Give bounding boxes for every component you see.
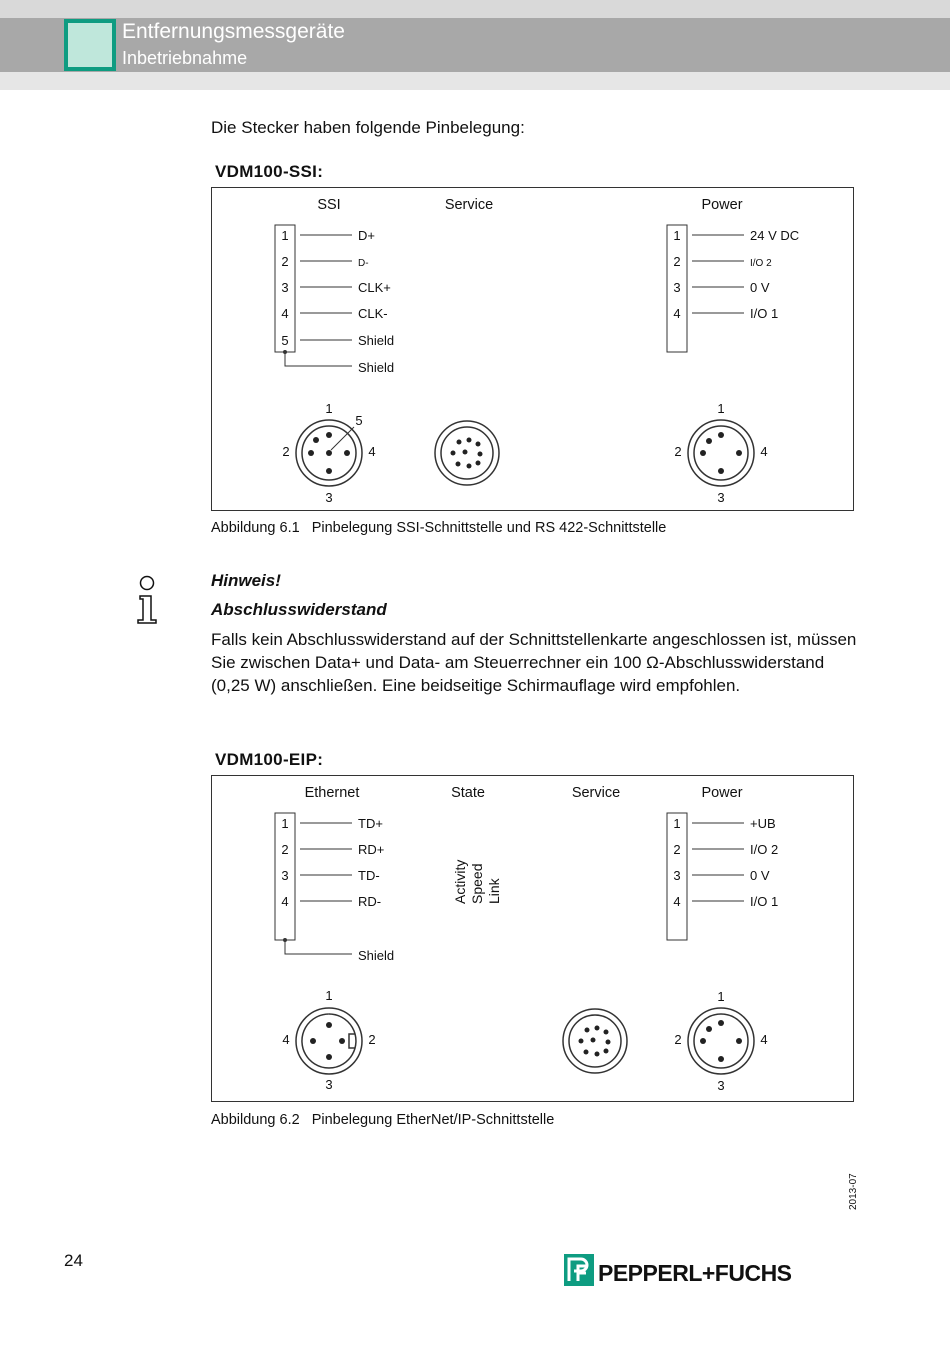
power-pin-signal: +UB xyxy=(750,816,776,831)
ssi-pin-row-5 xyxy=(281,333,394,348)
power-pin-number: 4 xyxy=(673,306,681,321)
eth-pin-signal: RD- xyxy=(358,894,382,909)
info-icon xyxy=(134,574,162,631)
eip-pinout-diagram xyxy=(211,775,854,1102)
ssi-header-label: SSI xyxy=(317,197,341,213)
eip-power-pin-row-2 xyxy=(673,842,778,857)
service-header-label: Service xyxy=(444,197,494,213)
power-pin-row-1 xyxy=(673,228,799,243)
power-conn-pin-top: 1 xyxy=(717,401,725,416)
brand-name: PEPPERL+FUCHS xyxy=(598,1260,792,1286)
state-led-speed: Speed xyxy=(469,863,485,904)
eth-pin-signal: TD- xyxy=(358,868,380,883)
ssi-section-title: VDM100-SSI: xyxy=(215,162,324,181)
ssi-conn-pin-5: 5 xyxy=(355,413,363,428)
power-pin-row-3 xyxy=(673,280,769,295)
eip-power-pin-row-3 xyxy=(673,868,769,883)
caption-number: Abbildung 6.1 xyxy=(211,520,300,536)
power-pin-signal: 24 V DC xyxy=(750,228,800,243)
ssi-conn-pin-bottom: 3 xyxy=(325,490,333,505)
power-pin-signal: I/O 2 xyxy=(750,258,772,269)
eth-pin-number: 1 xyxy=(281,816,289,831)
ssi-pin-signal: CLK+ xyxy=(358,280,391,295)
power-pin-number: 4 xyxy=(673,894,681,909)
caption-number: Abbildung 6.2 xyxy=(211,1112,300,1128)
eip-section-title: VDM100-EIP: xyxy=(215,750,324,769)
header-bottom-strip xyxy=(0,72,950,90)
pepperl-fuchs-logo-icon xyxy=(564,1254,594,1291)
power-conn-pin-bottom: 3 xyxy=(717,1078,725,1093)
intro-text: Die Stecker haben folgende Pinbelegung: xyxy=(211,118,525,137)
ssi-extra-shield-label: Shield xyxy=(358,360,395,375)
ssi-pin-signal: D+ xyxy=(358,228,375,243)
service-header-label: Service xyxy=(571,785,621,801)
ethernet-connector-icon xyxy=(296,1008,362,1074)
power-pin-row-2 xyxy=(673,254,772,269)
shield-wire xyxy=(285,940,352,954)
power-connector-icon xyxy=(688,420,754,486)
eth-pin-number: 3 xyxy=(281,868,289,883)
eth-pin-row-4 xyxy=(281,894,381,909)
caption-text: Pinbelegung EtherNet/IP-Schnittstelle xyxy=(311,1112,555,1128)
eth-conn-pin-left: 4 xyxy=(282,1032,290,1047)
note-title: Hinweis! xyxy=(211,571,281,590)
eip-power-pin-row-1 xyxy=(673,816,775,831)
power-pin-number: 1 xyxy=(673,228,681,243)
power-pin-signal: 0 V xyxy=(750,868,770,883)
eth-pin-number: 2 xyxy=(281,842,289,857)
power-conn-pin-left: 2 xyxy=(674,444,682,459)
ssi-pin-signal: CLK- xyxy=(358,306,388,321)
state-header-label: State xyxy=(451,785,485,801)
power-pin-row-4 xyxy=(673,306,778,321)
header-subtitle: Inbetriebnahme xyxy=(122,48,248,68)
header-title: Entfernungsmessgeräte xyxy=(122,20,345,43)
page-number: 24 xyxy=(64,1251,83,1270)
ssi-pinout-diagram xyxy=(211,187,854,511)
ssi-pin-number: 5 xyxy=(281,333,289,348)
note-body: Falls kein Abschlusswiderstand auf der Schnittstellenkarte angeschlossen ist, müssen Sie zwischen Data+ und Data- am Steuerrechner ein 100 Ω-Abschlusswiderstand (0,25 W) anschließen. Eine beidseitige Schirmauflage wird empfohlen. xyxy=(211,630,857,695)
ssi-pin-signal: D- xyxy=(358,258,369,269)
eth-extra-shield-label: Shield xyxy=(358,948,395,963)
note-subtitle: Abschlusswiderstand xyxy=(211,600,387,619)
ssi-conn-pin-left: 2 xyxy=(282,444,290,459)
eth-pin-row-2 xyxy=(281,842,384,857)
state-led-activity: Activity xyxy=(452,859,468,904)
ssi-pin-row-2 xyxy=(281,254,368,269)
power-header-label: Power xyxy=(701,197,743,213)
ssi-pin-number: 2 xyxy=(281,254,289,269)
ssi-connector-icon xyxy=(296,420,362,486)
ssi-pin-signal: Shield xyxy=(358,333,395,348)
eth-pin-row-1 xyxy=(281,816,383,831)
service-connector-icon xyxy=(563,1009,627,1073)
figure-caption-6-2 xyxy=(211,1112,554,1128)
ssi-pin-number: 1 xyxy=(281,228,289,243)
caption-text: Pinbelegung SSI-Schnittstelle und RS 422-Schnittstelle xyxy=(311,520,667,536)
ssi-pin-row-3 xyxy=(281,280,391,295)
state-led-link: Link xyxy=(486,878,502,904)
power-pin-signal: 0 V xyxy=(750,280,770,295)
power-pin-number: 3 xyxy=(673,868,681,883)
header-top-strip xyxy=(0,0,950,18)
power-header-label: Power xyxy=(701,785,743,801)
power-conn-pin-right: 4 xyxy=(760,444,768,459)
eip-power-pin-row-4 xyxy=(673,894,778,909)
service-connector-icon xyxy=(435,421,499,485)
ssi-conn-pin-top: 1 xyxy=(325,401,333,416)
power-pin-signal: I/O 1 xyxy=(750,306,779,321)
power-conn-pin-right: 4 xyxy=(760,1032,768,1047)
date-stamp: 2013-07 xyxy=(848,1173,859,1210)
eth-pin-signal: RD+ xyxy=(358,842,385,857)
eth-pin-number: 4 xyxy=(281,894,289,909)
eth-pin-row-3 xyxy=(281,868,379,883)
power-conn-pin-left: 2 xyxy=(674,1032,682,1047)
power-pin-number: 2 xyxy=(673,254,681,269)
ethernet-header-label: Ethernet xyxy=(304,785,360,801)
ssi-pin-row-4 xyxy=(281,306,387,321)
eth-conn-pin-right: 2 xyxy=(368,1032,376,1047)
power-conn-pin-top: 1 xyxy=(717,989,725,1004)
eth-conn-pin-top: 1 xyxy=(325,988,333,1003)
ssi-conn-pin-right: 4 xyxy=(368,444,376,459)
eth-pin-signal: TD+ xyxy=(358,816,383,831)
power-connector-icon xyxy=(688,1008,754,1074)
figure-caption-6-1 xyxy=(211,520,666,536)
power-pin-number: 1 xyxy=(673,816,681,831)
power-pin-signal: I/O 1 xyxy=(750,894,779,909)
power-pin-number: 3 xyxy=(673,280,681,295)
eth-conn-pin-bottom: 3 xyxy=(325,1077,333,1092)
power-pin-number: 2 xyxy=(673,842,681,857)
power-conn-pin-bottom: 3 xyxy=(717,490,725,505)
ssi-pin-number: 3 xyxy=(281,280,289,295)
shield-wire xyxy=(285,352,352,366)
header-color-box-inner xyxy=(68,23,112,67)
ssi-pin-number: 4 xyxy=(281,306,289,321)
power-pin-signal: I/O 2 xyxy=(750,842,779,857)
